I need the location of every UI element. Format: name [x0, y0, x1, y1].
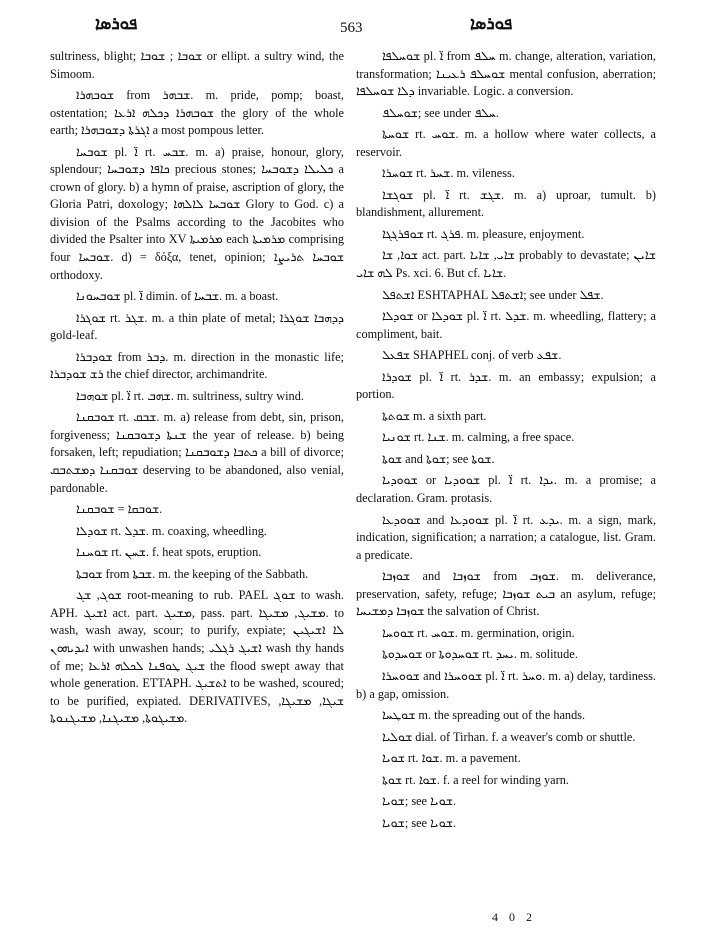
dictionary-entry: ܫܘܓܫܐ pl. ܐ̈ rt. ܫܓܫ. m. a) uproar, tumult. b) blandishment, allurement.	[356, 187, 656, 220]
dictionary-entry: ܫܘܦܪܓܓܐ rt. ܦܪܓ. m. pleasure, enjoyment.	[382, 226, 585, 241]
dictionary-entry: ܫܘܕܠܐ or ܫܘܕܠܐ pl. ܐ̈ rt. ܫܕܠ. m. wheedling, flattery; a compliment, bait.	[356, 309, 656, 341]
dictionary-entry: ܫܘܛܚܐ m. the spreading out of the hands.	[382, 708, 586, 723]
dictionary-entry: ܫܘܕܪܐ pl. ܐ̈ rt. ܫܕܪ. m. an embassy; expulsion; a portion.	[356, 369, 656, 402]
dictionary-entry: ܫܘܚܪܐ rt. ܫܚܪ. m. vileness.	[382, 166, 515, 181]
dictionary-entry: ܐܫܬܦܠ ESHTAPHAL ܐܫܬܦܠ; see under ܫܦܠ.	[382, 287, 604, 302]
dictionary-entry: ܫܘܒܚܐ pl. ܐ̈ rt. ܫܒܚ. m. a) praise, honour, glory, splendour; ܟܐܦܐ ܕܫܘܒܚܐ precious stones; ܟܠܝܠܐ ܕܫܘܒܚܐ a crown of glory. b) a hymn of praise, ascription of glory, the Gloria Patri, doxology; ܫܘܒܚܐ ܠܐܠܗܐ Glory to God. c) a division of the Psalms according to the Jacobites who divided the Psalter into XV ܡܪܡܝܬܐ each ܡܪܡܝܬܐ comprising four ܫܘܒܚܐ. d) = δόξα, tenet, opinion; ܫܘܒܚܐ ܬܪܝܨܐ orthodoxy.	[50, 144, 345, 282]
dictionary-entry: ܫܘܝܐ; see ܫܘܝܐ.	[382, 815, 457, 830]
dictionary-entry: sultriness, blight; ܫܘܒܐ ; ܫܘܒܐ or ellipt. a sultry wind, the Simoom.	[50, 49, 345, 81]
dictionary-entry: ܫܘܚܠܦܐ pl. ܐ̈ from ܚܠܦ m. change, alteration, variation, transformation; ܫܘܚܠܦ ܪܥܝܢܐ mental confusion, aberration; ܕܠܐ ܫܘܚܠܦܐ invariable. Logic. a conversion.	[356, 49, 657, 99]
left-column	[50, 48, 344, 732]
running-head-right: ܦܘܪܣܐ	[470, 14, 513, 33]
dictionary-entry: ܫܘܬܬܐ m. a sixth part.	[382, 408, 487, 423]
dictionary-entry: ܫܘܒܚܘܢܐ pl. ܐ̈ dimin. of ܫܒܚܐ. m. a boast.	[76, 289, 279, 304]
dictionary-entry: ܫܘܘܚܐ rt. ܫܘܚ. m. germination, origin.	[382, 625, 575, 640]
dictionary-entry: ܫܘܚܬܐ rt. ܫܘܚ. m. a hollow where water collects, a reservoir.	[356, 127, 656, 159]
dictionary-entry: ܫܘܕܠܐ rt. ܫܕܠ. m. coaxing, wheedling.	[76, 523, 267, 538]
dictionary-entry: ܫܘܢܝܐ rt. ܫܢܐ. m. calming, a free space.	[382, 430, 575, 445]
dictionary-entry: ܫܘܘܕܝܐ or ܫܘܘܕܝܐ pl. ܐ̈ rt. ܝܕܐ. m. a promise; a declaration. Gram. protasis.	[356, 473, 656, 506]
dictionary-entry: ܫܘܘܕܥܐ and ܫܘܘܕܥܐ pl. ܐ̈ rt. ܝܕܥ. m. a sign, mark, indication, signification; a narration; a catalogue, list. Gram. a predicate.	[356, 512, 657, 562]
dictionary-entry: ܫܘܚܕܘܬܐ or ܫܘܚܕܘܬܐ rt. ܝܚܕ. m. solitude.	[382, 647, 578, 662]
dictionary-entry: ܫܘܙܒܐ and ܫܘܙܒܐ from ܫܘܙܒ. m. deliverance, preservation, safety, refuge; ܒܝܬ ܫܘܙܒܐ an asylum, refuge; ܫܘܙܒܐ ܕܡܫܝܚܐ the salvation of Christ.	[356, 569, 657, 619]
dictionary-entry: ܫܦܥܠ SHAPHEL conj. of verb ܫܦܥ.	[382, 348, 562, 363]
dictionary-entry: ܫܘܒܬܐ from ܫܒܬܐ. m. the keeping of the Sabbath.	[76, 566, 309, 581]
running-head-left: ܦܘܪܣܐ	[95, 14, 138, 33]
dictionary-entry: ܫܘܒܗܪܐ from ܫܒܗܪ. m. pride, pomp; boast, ostentation; ܫܘܒܗܪܐ ܕܟܠܗ ܐܪܥܐ the glory of the whole earth; ܐܓܪܬܐ ܕܫܘܒܗܪܐ a most pompous letter.	[50, 88, 345, 138]
dictionary-entry: ܫܘܚܠܦ; see under ܚܠܦ.	[382, 105, 499, 120]
dictionary-entry: ܫܘܓ, ܫܓ root-meaning to rub. PAEL ܫܘܓ to wash. APH. ܐܫܝܓ act. part. ܡܫܝܓ, pass. part. ܡܫܝܓ, ܡܫܝܓܐ. to wash, wash away, scour; to purify, expiate; ܠܐ ܐܫܝܓܝܢ ܐܝܕܝܗܘܢ with unwashen hands; ܐܫܝܓ ܪܓܠܝ wash thy hands of me; ܫܝܓ ܛܘܦܢܐ ܠܟܠܗ ܐܪܥܐ the flood swept away that whole generation. ETTAPH. ܐܬܫܝܓ to be washed, scoured; to be purified, expiated. DERIVATIVES, ܫܝܓܐ, ܡܫܝܓܐ, ܡܫܝܓܘܬܐ, ܡܫܝܓܢܐ, ܡܫܝܓܢܘܬܐ.	[50, 588, 345, 726]
dictionary-entry: ܫܘܝܐ rt. ܫܘܐ. m. a pavement.	[382, 751, 521, 766]
dictionary-entry: ܫܘܒܩܐ = ܫܘܒܩܢܐ.	[76, 502, 163, 517]
dictionary-entry: ܫܘܕܒܪܐ from ܕܒܪ. m. direction in the monastic life; ܪܫ ܫܘܕܒܪܐ the chief director, archimandrite.	[50, 349, 344, 382]
dictionary-entry: ܫܘܐ, ܫܐ act. part. ܫܐܝ, ܫܐܝܐ probably to devastate; ܫܐܝܢ ܠܗ ܫܐܝ Ps. xci. 6. But cf. ܫܐܝܐ.	[356, 248, 656, 281]
dictionary-entry: ܫܘܠܝܐ dial. of Tirhan. f. a weaver's comb or shuttle.	[382, 729, 636, 744]
dictionary-entry: ܫܘܗܒܐ pl. ܐ̈ rt. ܫܗܒ. m. sultriness, sultry wind.	[76, 388, 304, 403]
dictionary-entry: ܫܘܚܢܐ rt. ܫܚܢ. f. heat spots, eruption.	[76, 545, 262, 560]
signature-mark: 4 0 2	[492, 910, 536, 924]
dictionary-entry: ܫܘܘܚܪܐ and ܫܘܘܚܪܐ pl. ܐ̈ rt. ܘܚܪ. m. a) delay, tardiness. b) a gap, omission.	[356, 668, 656, 701]
dictionary-entry: ܫܘܝܐ; see ܫܘܝܐ.	[382, 794, 457, 809]
dictionary-entry: ܫܘܬܐ rt. ܫܘܐ. f. a reel for winding yarn.	[382, 772, 569, 787]
right-column	[356, 48, 656, 836]
dictionary-entry: ܫܘܒܩܢܐ rt. ܫܒܩ. m. a) release from debt, sin, prison, forgiveness; ܫܢܬܐ ܕܫܘܒܩܢܐ the year of release. b) being forsaken, left; repudiation; ܟܬܒܐ ܕܫܘܒܩܢܐ a bill of divorce; ܫܘܒܩܢܐ ܕܡܫܬܒܩ deserving to be abandoned, also venial, pardonable.	[50, 410, 345, 495]
dictionary-entry: ܫܘܬܐ and ܫܘܬܐ; see ܫܘܬܐ.	[382, 451, 495, 466]
page-number: 563	[340, 20, 363, 36]
dictionary-entry: ܫܘܓܪܐ rt. ܫܓܪ. m. a thin plate of metal; ܕܕܗܒܐ ܫܘܓܪܐ gold-leaf.	[50, 310, 344, 343]
